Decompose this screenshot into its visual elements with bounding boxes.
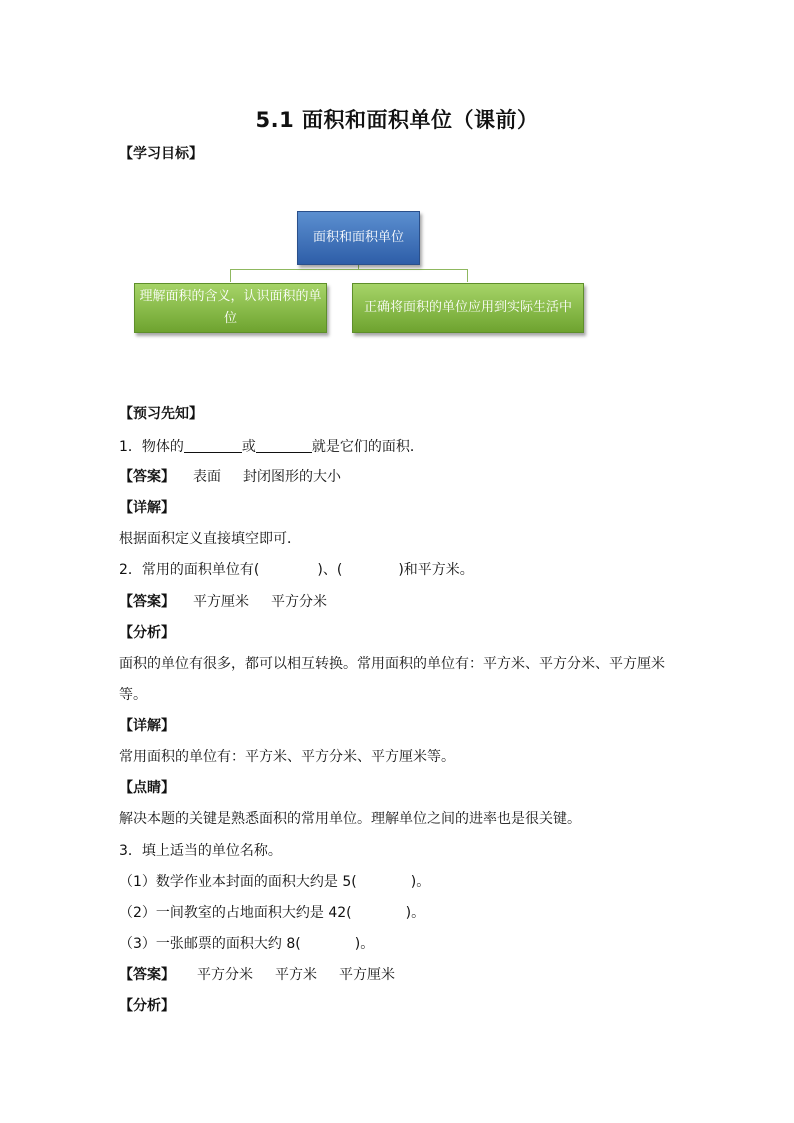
- page-title: 5.1 面积和面积单位（课前）: [255, 108, 539, 132]
- diagram-node-understand: 理解面积的含义，认识面积的单位: [134, 283, 327, 333]
- q2-analysis-line-1: 面积的单位有很多，都可以相互转换。常用面积的单位有：平方米、平方分米、平方厘米: [119, 656, 665, 672]
- learning-goal-diagram: [130, 205, 590, 340]
- q3-item-2-text: （2）一间教室的占地面积大约是 42(: [119, 905, 352, 921]
- q3-item-1-text: （1）数学作业本封面的面积大约是 5(: [119, 874, 357, 890]
- q2-suffix: )和平方米。: [398, 562, 474, 578]
- answer-label: 【答案】: [119, 469, 175, 485]
- question-1: [119, 438, 424, 455]
- q3-item-2-close: )。: [405, 905, 426, 921]
- q1-detail-label: 【详解】: [119, 500, 175, 516]
- q2-detail-label: 【详解】: [119, 718, 175, 734]
- q3-item-3-close: )。: [354, 936, 375, 952]
- diagram-connector: [230, 269, 468, 282]
- q3-item-2: [119, 905, 425, 921]
- q3-item-1: [119, 874, 430, 890]
- q2-prefix: 2．常用的面积单位有(: [119, 562, 260, 578]
- answer-label: 【答案】: [119, 594, 175, 610]
- q3-item-1-close: )。: [410, 874, 431, 890]
- q1-mid: 或: [241, 439, 256, 455]
- q3-answer-1: 平方分米: [197, 967, 253, 983]
- q2-mid: )、(: [317, 562, 343, 578]
- q1-blank-1[interactable]: [184, 438, 242, 453]
- q1-blank-2[interactable]: [256, 438, 312, 453]
- q3-item-3: [119, 936, 374, 952]
- learning-goal-heading: 【学习目标】: [119, 146, 203, 162]
- q3-answer-2: 平方米: [275, 967, 317, 983]
- q2-answer-1: 平方厘米: [193, 594, 249, 610]
- q1-detail-text: 根据面积定义直接填空即可．: [119, 531, 301, 547]
- question-3: 3．填上适当的单位名称。: [119, 843, 282, 859]
- q2-analysis-line-2: 等。: [119, 687, 147, 703]
- q2-tip-label: 【点睛】: [119, 780, 175, 796]
- q2-analysis-label: 【分析】: [119, 625, 175, 641]
- q2-answer-2: 平方分米: [271, 594, 327, 610]
- q2-answer: [119, 594, 327, 610]
- q1-suffix: 就是它们的面积．: [311, 439, 424, 455]
- q1-prefix: 1．物体的: [119, 439, 184, 455]
- q1-answer: [119, 469, 341, 485]
- question-2: [119, 562, 474, 578]
- q2-tip-text: 解决本题的关键是熟悉面积的常用单位。理解单位之间的进率也是很关键。: [119, 811, 581, 827]
- q1-answer-1: 表面: [193, 469, 221, 485]
- q3-analysis-label: 【分析】: [119, 998, 175, 1014]
- q2-detail-text: 常用面积的单位有：平方米、平方分米、平方厘米等。: [119, 749, 455, 765]
- diagram-node-area-units: 面积和面积单位: [297, 211, 420, 265]
- q1-answer-2: 封闭图形的大小: [243, 469, 341, 485]
- diagram-node-apply: 正确将面积的单位应用到实际生活中: [352, 283, 584, 333]
- q3-answer: [119, 967, 395, 983]
- q3-item-3-text: （3）一张邮票的面积大约 8(: [119, 936, 301, 952]
- q3-answer-3: 平方厘米: [339, 967, 395, 983]
- answer-label: 【答案】: [119, 967, 175, 983]
- preview-heading: 【预习先知】: [119, 406, 203, 422]
